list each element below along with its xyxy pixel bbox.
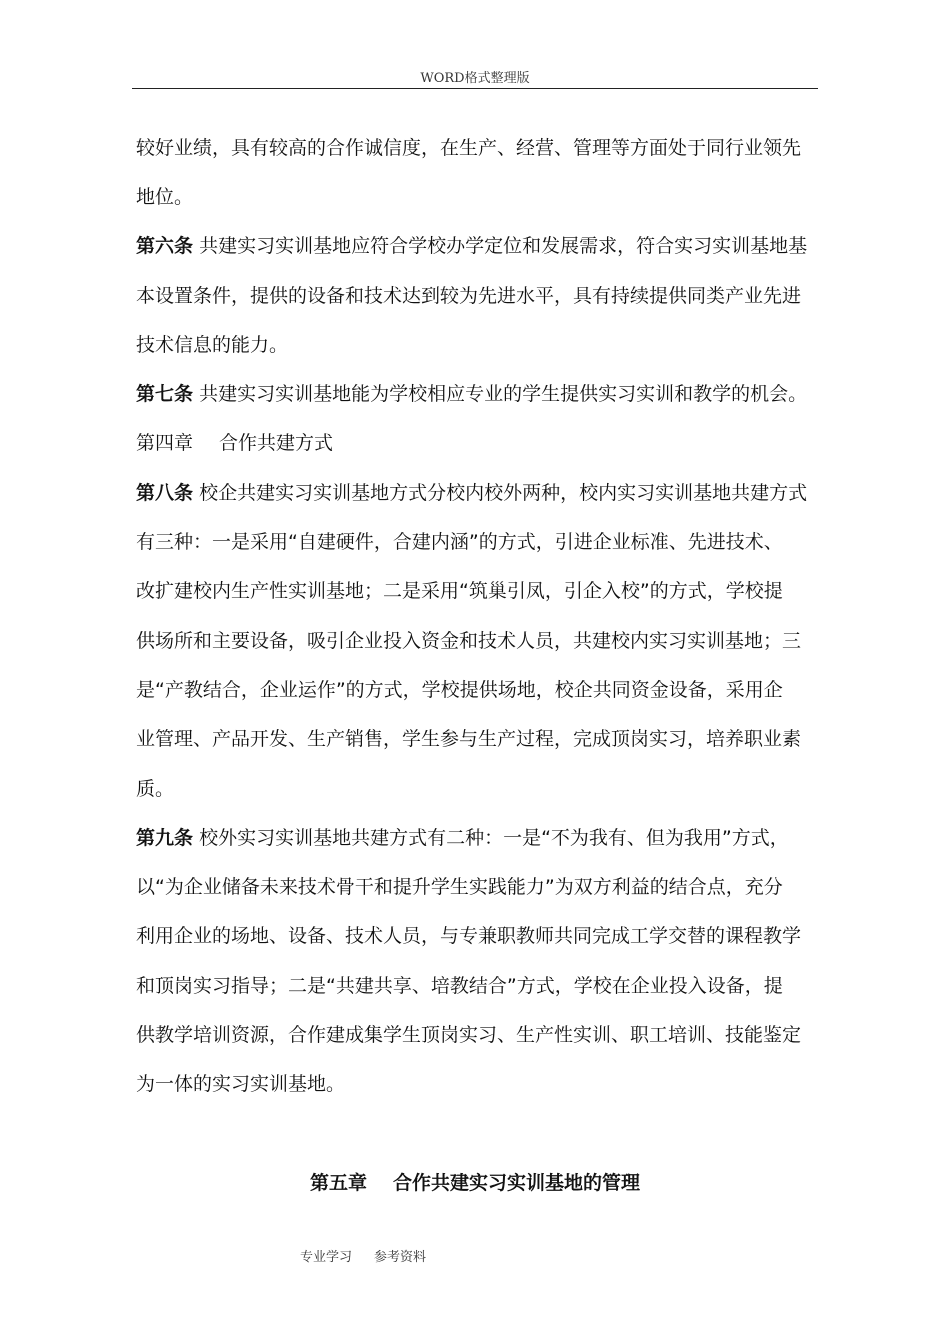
body-line: 业管理、产品开发、生产销售，学生参与生产过程，完成顶岗实习，培养职业素 [136, 728, 802, 750]
body-line: 技术信息的能力。 [136, 334, 289, 356]
article-9-text: 校外实习实训基地共建方式有二种：一是“不为我有、但为我用”方式， [199, 827, 789, 849]
chapter-4-label: 第四章 [136, 432, 194, 454]
article-8-label: 第八条 [136, 482, 194, 504]
article-8 [136, 480, 807, 506]
body-line: 改扩建校内生产性实训基地；二是采用“筑巢引凤，引企入校”的方式，学校提 [136, 580, 783, 602]
body-line: 以“为企业储备未来技术骨干和提升学生实践能力”为双方利益的结合点，充分 [136, 876, 783, 898]
article-6 [136, 233, 807, 259]
body-line: 供教学培训资源，合作建成集学生顶岗实习、生产性实训、职工培训、技能鉴定 [136, 1024, 802, 1046]
body-line: 利用企业的场地、设备、技术人员，与专兼职教师共同完成工学交替的课程教学 [136, 925, 802, 947]
body-line: 和顶岗实习指导；二是“共建共享、培教结合”方式，学校在企业投入设备，提 [136, 975, 783, 997]
article-9 [136, 825, 789, 851]
chapter-5-label: 第五章 [309, 1172, 367, 1194]
header-rule [132, 88, 818, 89]
body-line: 是“产教结合，企业运作”的方式，学校提供场地，校企共同资金设备，采用企 [136, 679, 783, 701]
article-7-text: 共建实习实训基地能为学校相应专业的学生提供实习实训和教学的机会。 [199, 383, 808, 405]
article-8-text: 校企共建实习实训基地方式分校内校外两种，校内实习实训基地共建方式 [199, 482, 808, 504]
footer-right: 参考资料 [374, 1250, 427, 1265]
article-6-label: 第六条 [136, 235, 194, 257]
chapter-5-heading [0, 1170, 950, 1196]
body-line: 质。 [136, 778, 175, 800]
article-7-label: 第七条 [136, 383, 194, 405]
chapter-4-title: 合作共建方式 [219, 432, 334, 454]
body-line: 有三种：一是采用“自建硬件，合建内涵”的方式，引进企业标准、先进技术、 [136, 531, 783, 553]
body-line: 本设置条件，提供的设备和技术达到较为先进水平，具有持续提供同类产业先进 [136, 285, 802, 307]
article-7 [136, 381, 807, 407]
header-title: WORD格式整理版 [420, 71, 530, 86]
page-footer [300, 1249, 426, 1267]
body-line: 较好业绩，具有较高的合作诚信度，在生产、经营、管理等方面处于同行业领先 [136, 137, 802, 159]
body-line: 为一体的实习实训基地。 [136, 1073, 346, 1095]
article-6-text: 共建实习实训基地应符合学校办学定位和发展需求，符合实习实训基地基 [199, 235, 808, 257]
body-line: 地位。 [136, 186, 194, 208]
footer-left: 专业学习 [300, 1250, 353, 1265]
chapter-4-heading [136, 430, 333, 456]
article-9-label: 第九条 [136, 827, 194, 849]
chapter-5-title: 合作共建实习实训基地的管理 [393, 1172, 641, 1194]
body-line: 供场所和主要设备，吸引企业投入资金和技术人员，共建校内实习实训基地；三 [136, 630, 802, 652]
